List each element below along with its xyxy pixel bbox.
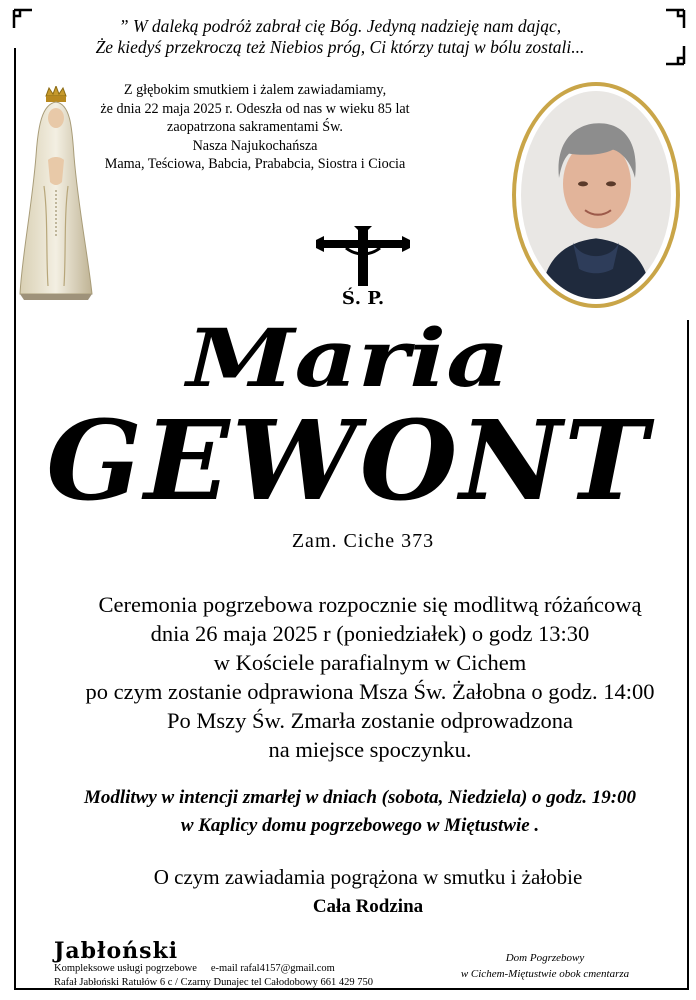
prayer-info — [40, 784, 680, 840]
intro-line-2: że dnia 22 maja 2025 r. Odeszła od nas w wieku 85 lat — [100, 100, 410, 117]
prayer-line-2: w Kaplicy domu pogrzebowego w Miętustwie . — [180, 815, 540, 836]
portrait-photo — [521, 91, 671, 299]
ceremony-line-1: Ceremonia pogrzebowa rozpocznie się modlitwą różańcową — [98, 592, 642, 617]
quote-line-2: Że kiedyś przekroczą też Niebios próg, Ci którzy tutaj w bólu zostali... — [95, 37, 585, 57]
deceased-address: Zam. Ciche 373 — [291, 530, 435, 552]
ceremony-line-5: Po Mszy Św. Zmarła zostanie odprowadzona — [167, 708, 573, 733]
funeral-home-logo: Jabłoński — [54, 938, 179, 964]
ceremony-line-3: w Kościele parafialnym w Cichem — [213, 650, 527, 675]
email-text: e-mail rafal4157@gmail.com — [210, 963, 335, 974]
madonna-statue-image — [18, 86, 94, 300]
corner-ornament-mid-right — [656, 36, 686, 66]
closing-statement — [20, 862, 696, 922]
ceremony-line-2: dnia 26 maja 2025 r (poniedziałek) o godz 13:30 — [150, 621, 590, 646]
closing-line-1: O czym zawiadamia pogrążona w smutku i żałobie — [153, 865, 583, 889]
ceremony-line-4: po czym zostanie odprawiona Msza Św. Żałobna o godz. 14:00 — [85, 679, 655, 704]
intro-line-3: zaopatrzona sakramentami Św. — [167, 119, 343, 136]
intro-line-4: Nasza Najukochańsza — [192, 137, 318, 154]
ceremony-line-6: na miejsce spoczynku. — [268, 737, 472, 762]
quote-line-1: ” W daleką podróż zabrał cię Bóg. Jedyną nadzieję nam dając, — [118, 16, 562, 36]
deceased-first-name: Maria — [186, 311, 510, 405]
home-line-2: w Cichem-Miętustwie obok cmentarza — [460, 968, 630, 980]
intro-line-1: Z głębokim smutkiem i żalem zawiadamiamy, — [123, 82, 387, 98]
announcement-intro — [90, 81, 420, 174]
home-line-1: Dom Pogrzebowy — [505, 952, 585, 964]
ornate-cross-icon — [316, 226, 410, 286]
prayer-line-1: Modlitwy w intencji zmarłej w dniach (sobota, Niedziela) o godz. 19:00 — [83, 787, 637, 808]
address-phone-text: Rafał Jabłoński Ratułów 6 c / Czarny Dunajec tel Całodobowy 661 429 750 — [54, 977, 374, 988]
sp-label: Ś. P. — [341, 288, 385, 309]
intro-line-5: Mama, Teściowa, Babcia, Prababcia, Siostra i Ciocia — [104, 156, 406, 173]
corner-ornament-top-right — [656, 8, 686, 38]
portrait-frame — [512, 82, 680, 308]
funeral-home-location — [440, 950, 650, 982]
family-signature: Cała Rodzina — [312, 896, 424, 917]
services-text: Kompleksowe usługi pogrzebowe — [54, 963, 197, 974]
funeral-home-contact — [54, 940, 454, 990]
deceased-surname: GEWONT — [46, 396, 650, 525]
ceremony-details — [40, 590, 696, 764]
corner-ornament-top-left — [12, 8, 42, 38]
opening-quote — [40, 16, 640, 58]
